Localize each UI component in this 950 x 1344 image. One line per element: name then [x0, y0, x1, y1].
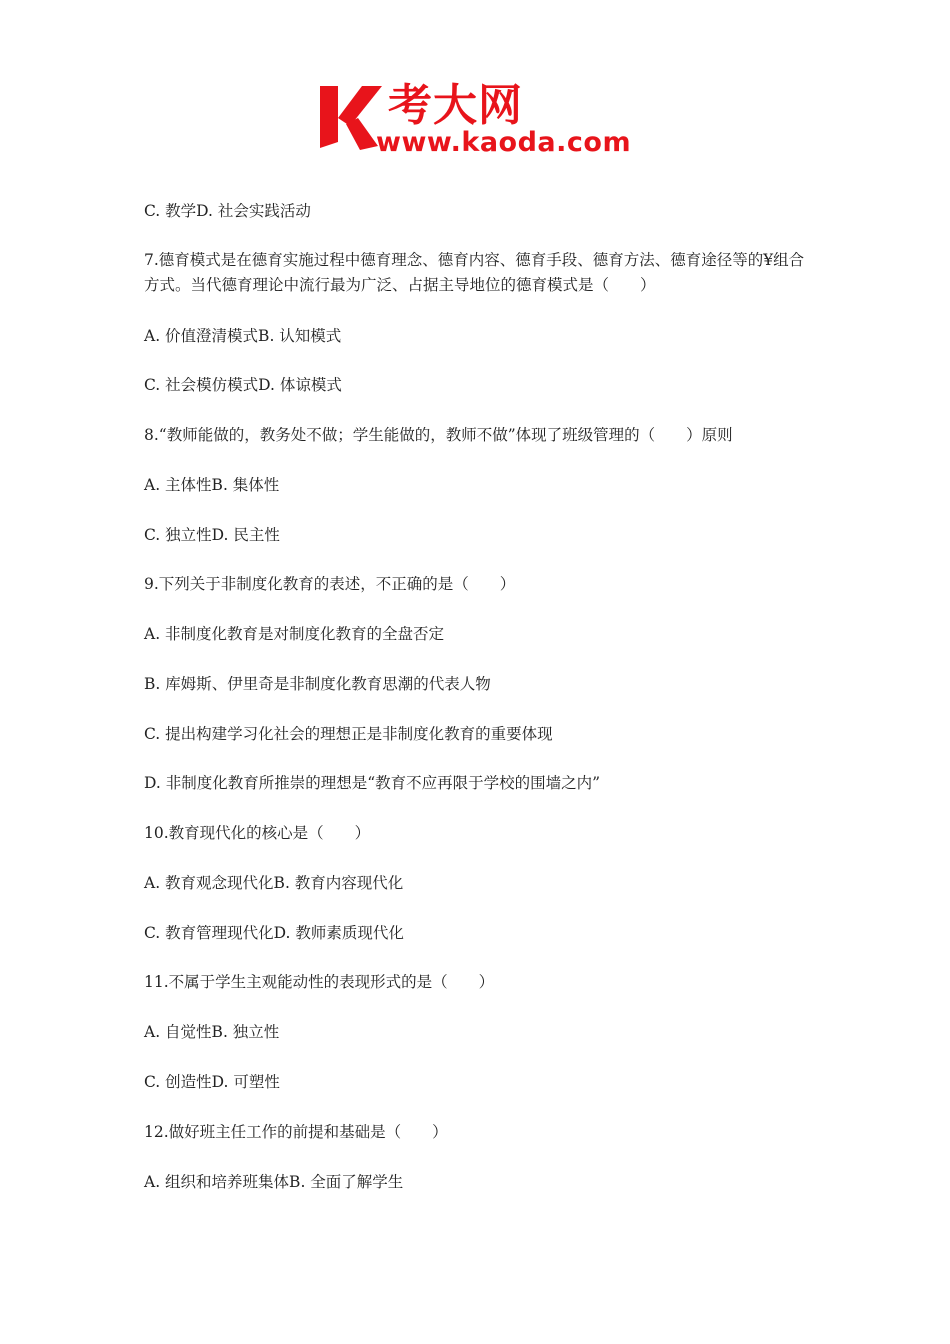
- question-9-title: 9.下列关于非制度化教育的表述，不正确的是（ ）: [144, 575, 516, 593]
- question-7-title: 7.德育模式是在德育实施过程中德育理念、德育内容、德育手段、德育方法、德育途径等的¥组合方式。当代德育理论中流行最为广泛、占据主导地位的德育模式是（ ）: [144, 251, 805, 294]
- option-line: A. 教育观念现代化B. 教育内容现代化: [144, 874, 404, 892]
- option-line: A. 非制度化教育是对制度化教育的全盘否定: [144, 625, 445, 643]
- question-11-title: 11.不属于学生主观能动性的表现形式的是（ ）: [144, 973, 495, 991]
- option-line: C. 社会模仿模式D. 体谅模式: [144, 376, 342, 394]
- option-line: A. 价值澄清模式B. 认知模式: [144, 327, 342, 345]
- question-12-title: 12.做好班主任工作的前提和基础是（ ）: [144, 1123, 448, 1141]
- option-line: C. 独立性D. 民主性: [144, 526, 280, 544]
- option-line: C. 教育管理现代化D. 教师素质现代化: [144, 924, 404, 942]
- option-line: C. 提出构建学习化社会的理想正是非制度化教育的重要体现: [144, 725, 553, 743]
- option-line: A. 组织和培养班集体B. 全面了解学生: [144, 1173, 404, 1191]
- option-line: A. 自觉性B. 独立性: [144, 1023, 280, 1041]
- question-10-title: 10.教育现代化的核心是（ ）: [144, 824, 371, 842]
- logo-brand-text: 考大网: [388, 80, 523, 131]
- option-line: B. 库姆斯、伊里奇是非制度化教育思潮的代表人物: [144, 675, 491, 693]
- option-line: D. 非制度化教育所推崇的理想是“教育不应再限于学校的围墙之内”: [144, 774, 601, 792]
- logo-url-text: www.kaoda.com: [376, 127, 632, 158]
- option-line: C. 教学D. 社会实践活动: [144, 202, 311, 220]
- option-line: C. 创造性D. 可塑性: [144, 1073, 280, 1091]
- question-8-title: 8.“教师能做的，教务处不做；学生能做的，教师不做”体现了班级管理的（ ）原则: [144, 426, 733, 444]
- option-line: A. 主体性B. 集体性: [144, 476, 280, 494]
- kaoda-logo: [316, 80, 646, 162]
